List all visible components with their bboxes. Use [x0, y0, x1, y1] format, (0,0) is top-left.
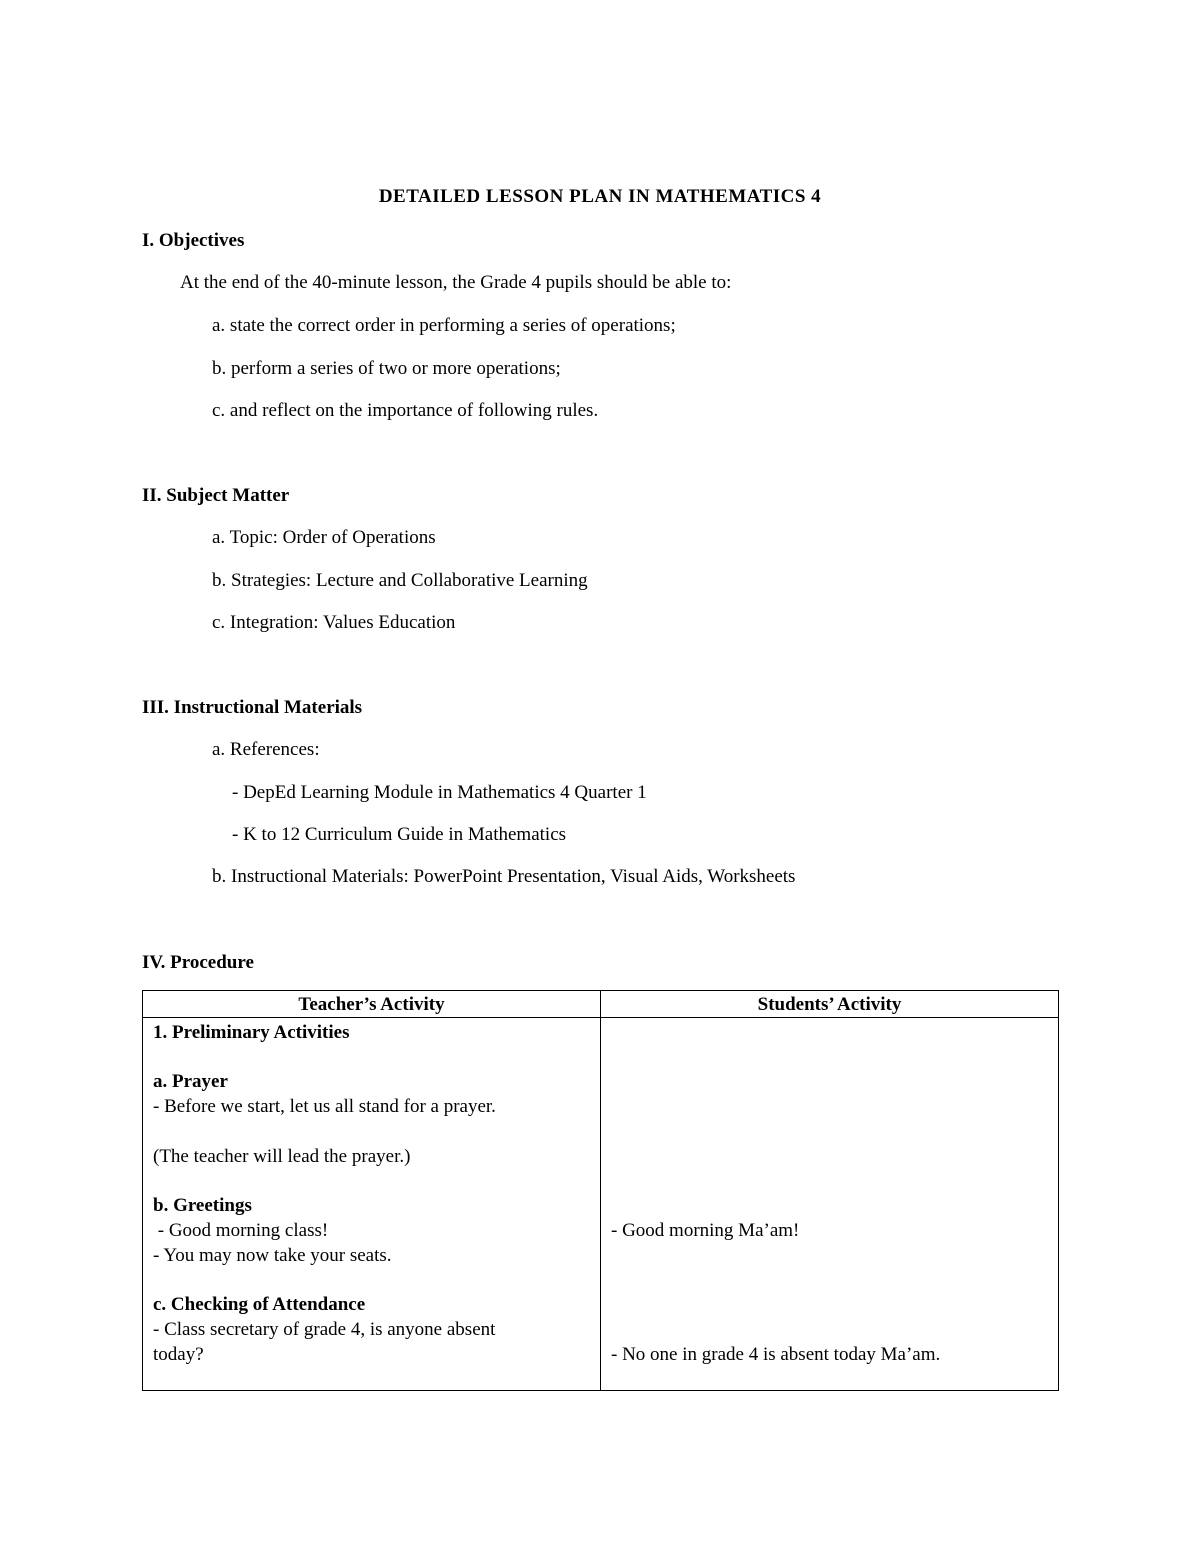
student-attendance-response: - No one in grade 4 is absent today Ma’am.	[611, 1344, 941, 1365]
procedure-table	[142, 990, 1059, 1391]
document-title: DETAILED LESSON PLAN IN MATHEMATICS 4	[378, 186, 822, 207]
reference-item: - K to 12 Curriculum Guide in Mathematics	[232, 824, 567, 845]
subject-matter-item: a. Topic: Order of Operations	[212, 527, 436, 548]
teacher-cell	[143, 1018, 601, 1391]
references-label: a. References:	[212, 739, 320, 760]
student-cell	[601, 1018, 1059, 1391]
procedure-heading: IV. Procedure	[142, 952, 254, 973]
objective-item: c. and reflect on the importance of following rules.	[212, 400, 599, 421]
objective-item: a. state the correct order in performing a series of operations;	[212, 315, 676, 336]
teacher-activity-header: Teacher’s Activity	[143, 991, 601, 1018]
attendance-heading: c. Checking of Attendance	[153, 1294, 366, 1315]
table-header-row	[143, 991, 1059, 1018]
objective-item: b. perform a series of two or more operations;	[212, 358, 561, 379]
student-greeting-response: - Good morning Ma’am!	[611, 1220, 800, 1241]
prayer-note: (The teacher will lead the prayer.)	[153, 1146, 411, 1167]
preliminary-heading: 1. Preliminary Activities	[153, 1022, 350, 1043]
objectives-intro: At the end of the 40-minute lesson, the Grade 4 pupils should be able to:	[180, 272, 732, 293]
table-row	[143, 1018, 1059, 1391]
subject-matter-item: b. Strategies: Lecture and Collaborative Learning	[212, 570, 588, 591]
attendance-line: - Class secretary of grade 4, is anyone absent	[153, 1319, 496, 1340]
students-activity-header: Students’ Activity	[601, 991, 1059, 1018]
materials-heading: III. Instructional Materials	[142, 697, 363, 718]
prayer-heading: a. Prayer	[153, 1071, 228, 1092]
instructional-materials: b. Instructional Materials: PowerPoint Presentation, Visual Aids, Worksheets	[212, 866, 796, 887]
greetings-line: - You may now take your seats.	[153, 1245, 392, 1266]
attendance-line: today?	[153, 1344, 204, 1365]
objectives-heading: I. Objectives	[142, 230, 245, 251]
greetings-heading: b. Greetings	[153, 1195, 252, 1216]
greetings-line: - Good morning class!	[153, 1220, 329, 1241]
subject-matter-item: c. Integration: Values Education	[212, 612, 456, 633]
reference-item: - DepEd Learning Module in Mathematics 4 Quarter 1	[232, 782, 647, 803]
prayer-line: - Before we start, let us all stand for a prayer.	[153, 1096, 496, 1117]
subject-matter-heading: II. Subject Matter	[142, 485, 290, 506]
